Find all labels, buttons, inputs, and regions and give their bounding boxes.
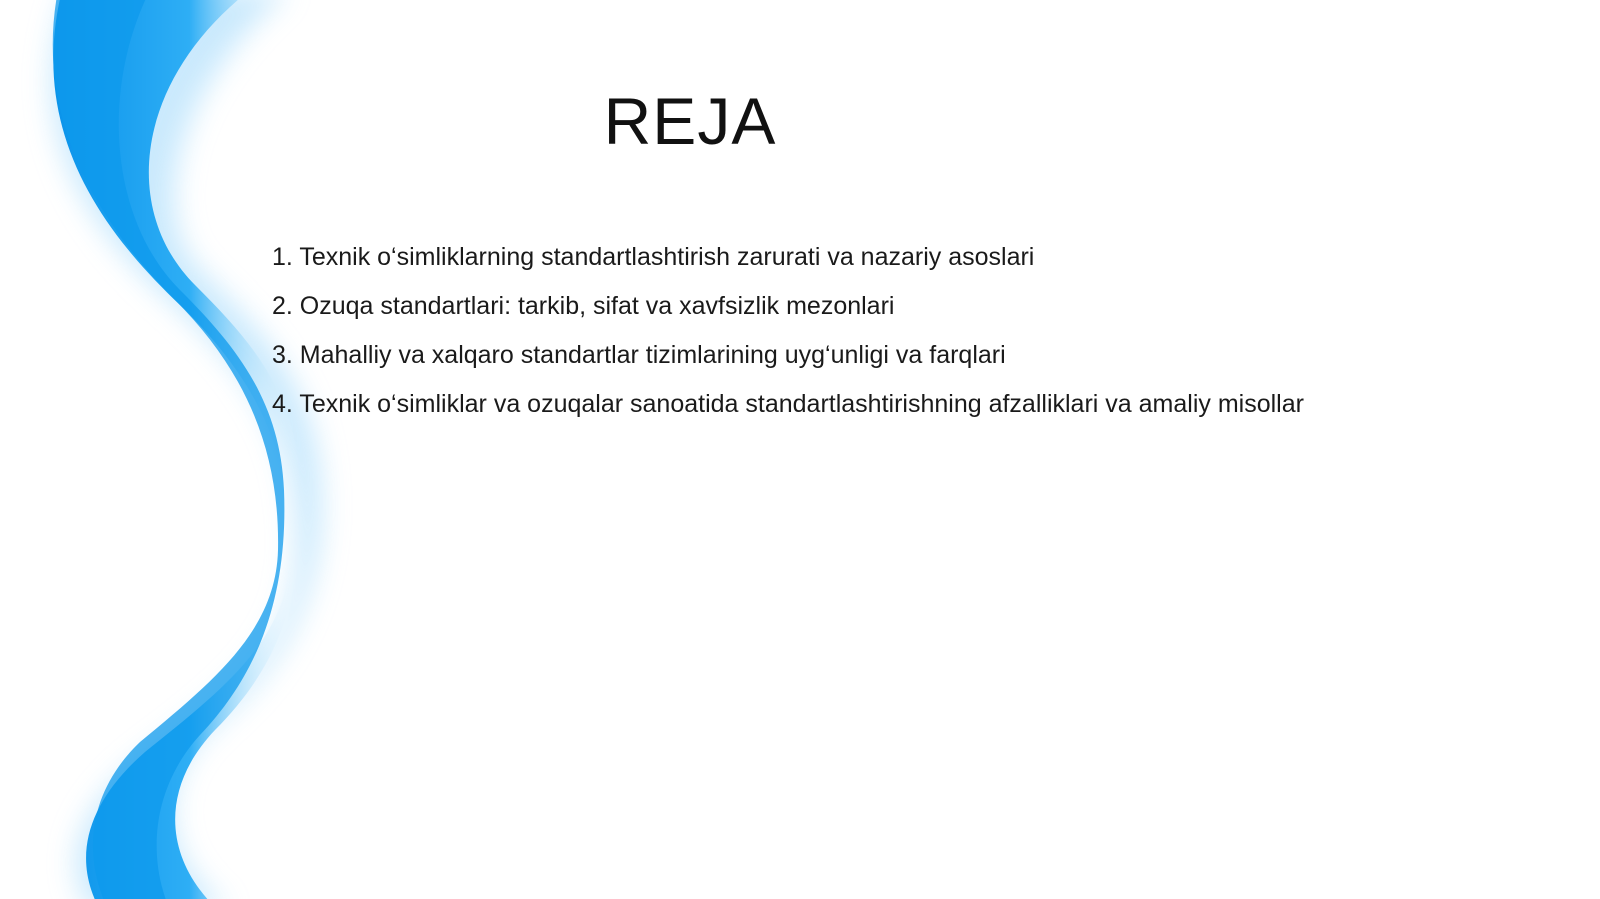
agenda-item: 4. Texnik o‘simliklar va ozuqalar sanoatida standartlashtirishning afzalliklari va amaliy misollar (272, 390, 1304, 418)
agenda-item: 3. Mahalliy va xalqaro standartlar tizimlarining uyg‘unligi va farqlari (272, 341, 1006, 369)
agenda-list (272, 242, 1572, 438)
slide-title: REJA (603, 84, 777, 158)
agenda-item: 1. Texnik o‘simliklarning standartlashtirish zarurati va nazariy asoslari (272, 243, 1035, 271)
agenda-item: 2. Ozuqa standartlari: tarkib, sifat va xavfsizlik mezonlari (272, 292, 895, 320)
